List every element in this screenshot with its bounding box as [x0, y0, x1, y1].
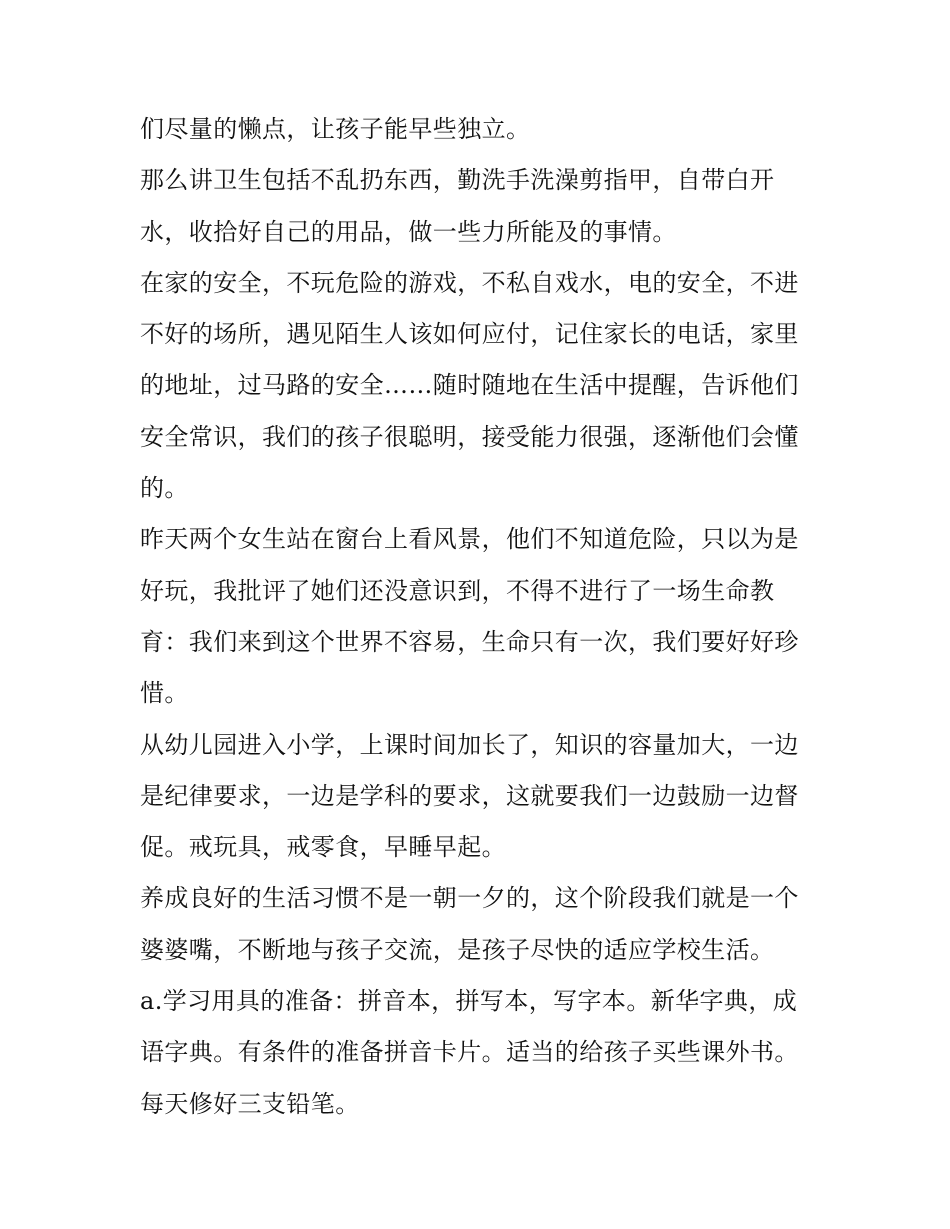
text-line: 促。戒玩具，戒零食，早睡早起。: [140, 833, 506, 862]
text-line: 每天修好三支铅笔。: [140, 1089, 360, 1118]
text-line: 昨天两个女生站在窗台上看风景，他们不知道危险，只以为是: [140, 525, 799, 554]
body-text: [140, 104, 820, 1130]
text-line: 水，收拾好自己的用品，做一些力所能及的事情。: [140, 217, 677, 246]
text-line: 是纪律要求，一边是学科的要求，这就要我们一边鼓励一边督: [140, 781, 799, 810]
text-line: 惜。: [140, 679, 189, 708]
text-line: a.学习用具的准备：拼音本，拼写本，写字本。新华字典，成: [140, 987, 798, 1016]
text-line: 不好的场所，遇见陌生人该如何应付，记住家长的电话，家里: [140, 320, 799, 349]
text-line: 养成良好的生活习惯不是一朝一夕的，这个阶段我们就是一个: [140, 884, 799, 913]
text-line: 从幼儿园进入小学，上课时间加长了，知识的容量加大，一边: [140, 730, 799, 759]
text-line: 语字典。有条件的准备拼音卡片。适当的给孩子买些课外书。: [140, 1038, 799, 1067]
text-line: 的。: [140, 474, 189, 503]
text-line: 婆婆嘴，不断地与孩子交流，是孩子尽快的适应学校生活。: [140, 935, 775, 964]
text-line: 们尽量的懒点，让孩子能早些独立。: [140, 115, 531, 143]
text-line: 安全常识，我们的孩子很聪明，接受能力很强，逐渐他们会懂: [140, 422, 799, 451]
text-line: 好玩，我批评了她们还没意识到，不得不进行了一场生命教: [140, 576, 775, 605]
text-line: 在家的安全，不玩危险的游戏，不私自戏水，电的安全，不进: [140, 268, 799, 297]
text-line: 的地址，过马路的安全……随时随地在生活中提醒，告诉他们: [140, 371, 799, 400]
text-line: 育：我们来到这个世界不容易，生命只有一次，我们要好好珍: [140, 627, 799, 656]
text-line: 那么讲卫生包括不乱扔东西，勤洗手洗澡剪指甲，自带白开: [140, 166, 775, 195]
